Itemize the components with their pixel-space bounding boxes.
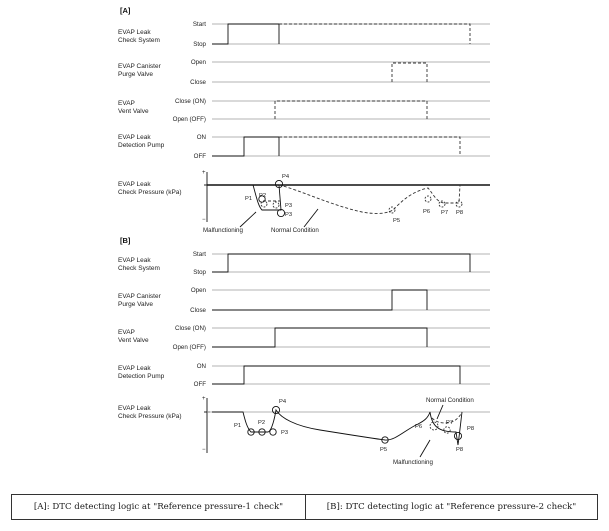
point-p5 xyxy=(389,207,395,213)
waveform-dashed xyxy=(279,137,460,156)
waveform-solid xyxy=(212,366,460,384)
axis-minus: − xyxy=(202,217,206,223)
sig-line: EVAP Leak xyxy=(118,257,151,264)
point-p3 xyxy=(270,429,276,435)
legend-panel-a: [A]: DTC detecting logic at "Reference pressure-1 check" xyxy=(11,494,306,520)
sig-line: EVAP xyxy=(118,100,135,107)
label-p7: P7 xyxy=(441,210,449,216)
waveform-dashed xyxy=(392,63,427,82)
axis-plus: + xyxy=(202,396,206,402)
panel-a-leak-check-system xyxy=(118,21,490,48)
state-on: ON xyxy=(196,134,206,141)
panel-a xyxy=(118,6,490,234)
panel-b-vent-valve-label xyxy=(118,329,149,344)
annotation-malfunctioning: Malfunctioning xyxy=(203,227,243,234)
sig-line: Check Pressure (kPa) xyxy=(118,413,182,420)
state-open-off: Open (OFF) xyxy=(172,344,206,351)
sig-line: Detection Pump xyxy=(118,373,165,380)
panel-b-vent-valve xyxy=(118,325,490,351)
point-p3 xyxy=(277,209,284,216)
panel-b-detection-pump-label xyxy=(118,365,165,380)
state-stop: Stop xyxy=(193,41,206,48)
axis-minus: − xyxy=(202,447,206,453)
label-p6: P6 xyxy=(423,209,431,215)
panel-a-label: [A] xyxy=(120,6,131,15)
arrow-malfunctioning xyxy=(420,440,430,457)
panel-a-vent-valve xyxy=(118,98,490,123)
pressure-curve xyxy=(212,410,462,445)
waveform-dashed xyxy=(279,24,470,44)
label-p3: P3 xyxy=(285,212,293,218)
panel-a-purge-valve xyxy=(118,59,490,86)
axis-plus: + xyxy=(202,170,206,176)
sig-line: Check System xyxy=(118,265,160,272)
state-open: Open xyxy=(190,59,206,66)
waveform-solid xyxy=(212,137,279,156)
panel-a-leak-check-system-label xyxy=(118,29,160,44)
waveform-dashed xyxy=(275,101,427,119)
state-off: OFF xyxy=(193,381,206,388)
panel-b-leak-check-system xyxy=(118,251,490,276)
sig-line: EVAP Leak xyxy=(118,134,151,141)
panel-a-detection-pump xyxy=(118,134,490,160)
label-p8: P8 xyxy=(456,447,464,453)
panel-a-vent-valve-label xyxy=(118,100,149,115)
pressure-normal-curve xyxy=(279,185,460,213)
point-p8 xyxy=(454,432,461,439)
waveform-solid xyxy=(212,328,427,347)
sig-line: Check System xyxy=(118,37,160,44)
sig-line: Purge Valve xyxy=(118,71,153,78)
state-close-on: Close (ON) xyxy=(175,98,206,105)
point-p6 xyxy=(425,196,431,202)
state-off: OFF xyxy=(193,153,206,160)
label-p2: P2 xyxy=(259,193,267,199)
label-p5: P5 xyxy=(393,218,401,224)
label-p4: P4 xyxy=(279,399,287,405)
sig-line: Check Pressure (kPa) xyxy=(118,189,182,196)
sig-line: EVAP Leak xyxy=(118,29,151,36)
label-p1: P1 xyxy=(245,196,253,202)
arrow-malfunctioning xyxy=(240,212,256,227)
waveform-solid xyxy=(212,254,470,272)
label-p4: P4 xyxy=(282,174,290,180)
state-start: Start xyxy=(192,21,206,28)
label-p3a: P3 xyxy=(285,203,293,209)
panel-b-pressure xyxy=(118,396,490,466)
waveform-solid xyxy=(212,24,279,44)
panel-b xyxy=(118,236,490,466)
sig-line: EVAP Canister xyxy=(118,63,161,70)
panel-a-purge-valve-label xyxy=(118,63,163,78)
sig-line: Vent Valve xyxy=(118,108,149,115)
label-p5: P5 xyxy=(380,447,388,453)
waveform-solid xyxy=(212,290,427,310)
point-p7 xyxy=(444,427,450,433)
panel-b-leak-check-system-label xyxy=(118,257,160,272)
point-p8 xyxy=(456,201,462,207)
state-open: Open xyxy=(190,287,206,294)
panel-b-detection-pump xyxy=(118,363,490,388)
panel-b-pressure-label xyxy=(118,405,182,420)
sig-line: EVAP Leak xyxy=(118,181,151,188)
arrow-normal xyxy=(304,209,318,227)
label-p7: P7 xyxy=(446,420,454,426)
state-stop: Stop xyxy=(193,269,206,276)
sig-line: EVAP Leak xyxy=(118,365,151,372)
label-p3: P3 xyxy=(281,430,289,436)
panel-a-detection-pump-label xyxy=(118,134,165,149)
label-p1: P1 xyxy=(234,423,242,429)
panel-b-purge-valve-label xyxy=(118,293,163,308)
sig-line: Detection Pump xyxy=(118,142,165,149)
state-close: Close xyxy=(190,307,206,314)
panel-b-purge-valve xyxy=(118,287,490,314)
sig-line: EVAP Leak xyxy=(118,405,151,412)
state-close-on: Close (ON) xyxy=(175,325,206,332)
point-p7 xyxy=(439,201,445,207)
label-p8a: P8 xyxy=(467,426,475,432)
label-p2: P2 xyxy=(258,420,266,426)
point-p3a xyxy=(273,202,279,208)
state-open-off: Open (OFF) xyxy=(172,116,206,123)
label-p6: P6 xyxy=(415,424,423,430)
legend-panel-b: [B]: DTC detecting logic at "Reference pressure-2 check" xyxy=(305,494,598,520)
sig-line: Purge Valve xyxy=(118,301,153,308)
panel-a-pressure-label xyxy=(118,181,182,196)
label-p8: P8 xyxy=(456,210,464,216)
sig-line: Vent Valve xyxy=(118,337,149,344)
sig-line: EVAP Canister xyxy=(118,293,161,300)
state-start: Start xyxy=(192,251,206,258)
state-on: ON xyxy=(196,363,206,370)
annotation-normal: Normal Condition xyxy=(271,227,319,234)
sig-line: EVAP xyxy=(118,329,135,336)
state-close: Close xyxy=(190,79,206,86)
annotation-normal: Normal Condition xyxy=(426,397,474,404)
annotation-malfunctioning: Malfunctioning xyxy=(393,459,433,466)
panel-a-pressure xyxy=(118,170,490,234)
panel-b-label: [B] xyxy=(120,236,131,245)
